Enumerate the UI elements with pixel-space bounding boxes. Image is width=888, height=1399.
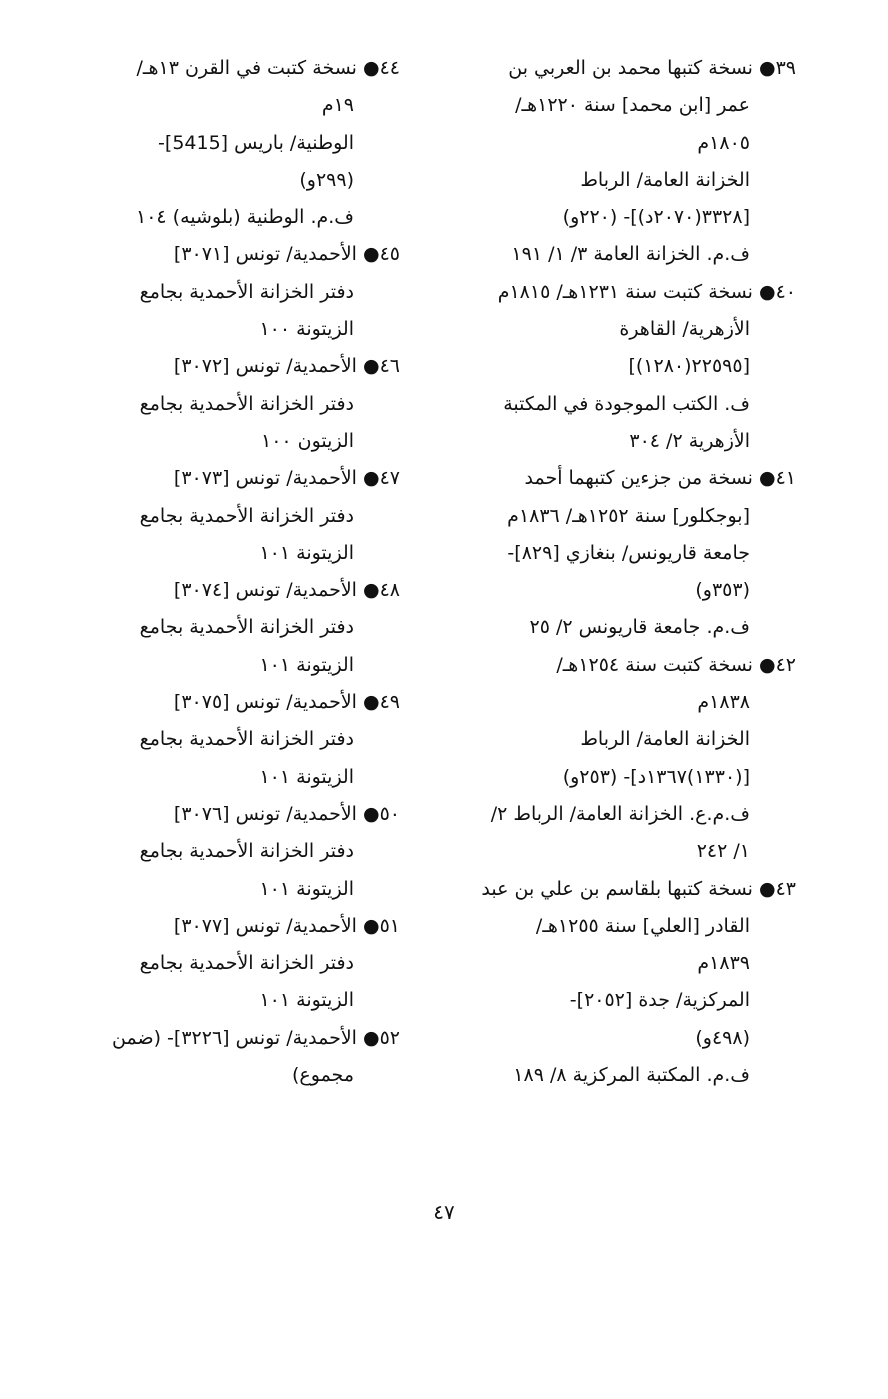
entry-45-catalog: دفتر الخزانة الأحمدية بجامع [139,280,354,303]
entry-45-line-1: ٤٥● الأحمدية/ تونس [٣٠٧١] [173,243,400,266]
entry-43-line-1: ٤٣● نسخة كتبها بلقاسم بن علي بن عبد [481,877,796,900]
entry-41-line-1: ٤١● نسخة من جزءين كتبهما أحمد [524,467,796,490]
entry-44-line-1: ٤٤● نسخة كتبت في القرن ١٣هـ/ [136,57,400,79]
entry-47-line-1: ٤٧● الأحمدية/ تونس [٣٠٧٣] [173,467,400,490]
entry-46-catalog: دفتر الخزانة الأحمدية بجامع [139,392,354,415]
entry-47-catalog: دفتر الخزانة الأحمدية بجامع [139,504,354,527]
entry-44-line-2: ١٩م [321,94,354,117]
entry-51-catalog: دفتر الخزانة الأحمدية بجامع [139,952,354,975]
entry-44-folios: (٢٩٩و) [299,168,354,191]
left-column [55,50,400,1094]
entry-50-catalog: دفتر الخزانة الأحمدية بجامع [139,840,354,863]
entry-42-catalog-cont: ١/ ٢٤٢ [696,840,750,863]
entry-43-library: المركزية/ جدة [٢٠٥٢]- [569,989,750,1012]
entry-51-catalog-cont: الزيتونة ١٠١ [259,989,354,1012]
entry-39-line-1: ٣٩● نسخة كتبها محمد بن العربي بن [508,57,796,79]
entry-39-library: الخزانة العامة/ الرباط [580,168,750,191]
entry-44-catalog: ف.م. الوطنية (بلوشيه) ١٠٤ [136,206,354,229]
right-column [446,50,796,1094]
entry-47-catalog-cont: الزيتونة ١٠١ [259,541,354,564]
entry-39-catalog: ف.م. الخزانة العامة ٣/ ١/ ١٩١ [511,243,750,266]
entry-46-line-1: ٤٦● الأحمدية/ تونس [٣٠٧٢] [173,355,400,378]
entry-39-shelfmark: [٣٣٢٨(٢٠٧٠د)]- (٢٢٠و) [562,206,750,229]
entry-52-line-2: مجموع) [292,1064,354,1087]
entry-43-folios: (٤٩٨و) [695,1026,750,1049]
entry-52-line-1: ٥٢● الأحمدية/ تونس [٣٢٢٦]- (ضمن [112,1026,400,1049]
entry-49-line-1: ٤٩● الأحمدية/ تونس [٣٠٧٥] [173,691,400,714]
entry-42-shelfmark: [(١٣٣٠)١٣٦٧د]- (٢٥٣و) [562,765,750,788]
entry-41-catalog: ف.م. جامعة قاريونس ٢/ ٢٥ [529,616,750,639]
entry-43-catalog: ف.م. المكتبة المركزية ٨/ ١٨٩ [513,1064,750,1087]
entry-50-catalog-cont: الزيتونة ١٠١ [259,877,354,900]
entry-43-line-3: ١٨٣٩م [697,952,750,975]
entry-50-line-1: ٥٠● الأحمدية/ تونس [٣٠٧٦] [173,802,400,825]
entry-41-folios: (٣٥٣و) [695,579,750,602]
entry-40-line-1: ٤٠● نسخة كتبت سنة ١٢٣١هـ/ ١٨١٥م [497,280,796,303]
entry-51-line-1: ٥١● الأحمدية/ تونس [٣٠٧٧] [173,914,400,937]
entry-40-catalog-cont: الأزهرية ٢/ ٣٠٤ [629,429,750,452]
entry-40-shelfmark: [(١٢٨٠)٢٢٥٩٥] [628,355,750,378]
entry-49-catalog: دفتر الخزانة الأحمدية بجامع [139,728,354,751]
entry-49-catalog-cont: الزيتونة ١٠١ [259,765,354,788]
entry-41-library: جامعة قاريونس/ بنغازي [٨٢٩]- [507,541,750,564]
entry-40-catalog: ف. الكتب الموجودة في المكتبة [503,392,750,415]
entry-42-library: الخزانة العامة/ الرباط [580,728,750,751]
entry-42-catalog: ف.م.ع. الخزانة العامة/ الرباط ٢/ [490,802,750,825]
entry-39-line-2: عمر [ابن محمد] سنة ١٢٢٠هـ/ [515,94,750,117]
entry-39-line-3: ١٨٠٥م [697,131,750,154]
entry-45-catalog-cont: الزيتونة ١٠٠ [259,318,354,341]
entry-46-catalog-cont: الزيتون ١٠٠ [260,429,354,452]
entry-42-line-1: ٤٢● نسخة كتبت سنة ١٢٥٤هـ/ [556,653,796,676]
entry-44-library: الوطنية/ باريس [5415]- [158,131,354,154]
entry-48-catalog: دفتر الخزانة الأحمدية بجامع [139,616,354,639]
entry-41-line-2: [بوجكلور] سنة ١٢٥٢هـ/ ١٨٣٦م [507,504,750,527]
page-number: ٤٧ [433,1200,455,1224]
entry-42-line-2: ١٨٣٨م [697,691,750,714]
entry-48-catalog-cont: الزيتونة ١٠١ [259,653,354,676]
entry-43-line-2: القادر [العلي] سنة ١٢٥٥هـ/ [535,914,750,937]
entry-48-line-1: ٤٨● الأحمدية/ تونس [٣٠٧٤] [173,579,400,602]
entry-40-library: الأزهرية/ القاهرة [619,318,750,341]
